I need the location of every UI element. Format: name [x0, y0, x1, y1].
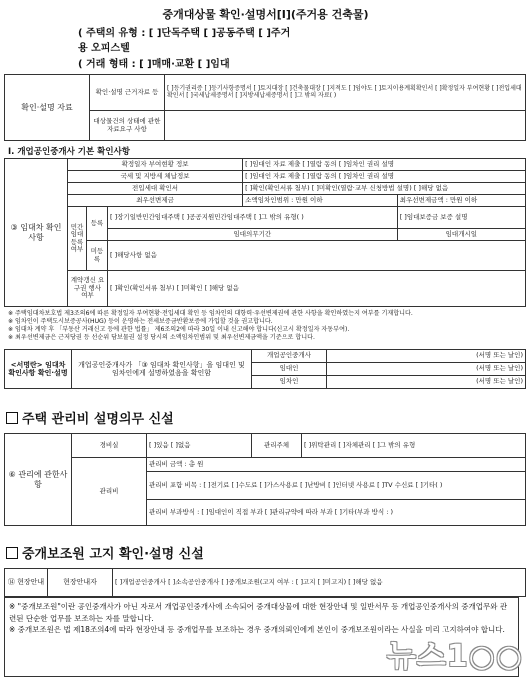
- request-content: [165, 111, 526, 141]
- section3-heading: [6, 543, 204, 562]
- mandatory-period: 임대의무기간: [108, 229, 398, 241]
- registered-types: [ ]장기일반민간임대주택 [ ]공공지원민간임대주택 [ ]그 밖의 유형( ): [108, 207, 398, 229]
- confirm-table: [4, 74, 526, 141]
- signature-text: 개업공인중개사가 「③ 임대차 확인사항」을 임대인 및 임차인에게 설명하였음을 확인함: [72, 350, 252, 389]
- section3-title: 중개보조원 고지 확인·설명 신설: [22, 547, 204, 562]
- signature-role-agent: 개업공인중개사: [252, 350, 327, 363]
- site-guide-table: [4, 568, 526, 597]
- management-left-label: ⑥ 관리에 관한사항: [5, 434, 72, 526]
- lease-row-label-2: 국세 및 지방세 체납정보: [68, 171, 243, 183]
- news1-watermark: 뉴스1○○: [386, 639, 523, 674]
- basis-label: 확인·설명 근거자료 등: [90, 75, 165, 111]
- site-guide-content: [ ]개업공인중개사 [ ]소속공인중개사 [ ]중개보조원(고지 여부 : [ ]고지 [ ]미고지) [ ]해당 없음: [113, 569, 526, 597]
- lease-row-content-3: [ ]확인(확인서류 첨부) [ ]미확인(열람·교부 신청방법 설명) [ ]해당 없음: [243, 183, 526, 195]
- checkbox-icon: [6, 412, 18, 424]
- lease-note: ※ 임차인이 주택도시보증공사(HUG) 등이 운영하는 전세보증금반환보증에 가입할 것을 권고합니다.: [8, 317, 273, 325]
- signature-hint-agent: (서명 또는 날인): [327, 350, 526, 363]
- signature-hint-tenant: (서명 또는 날인): [327, 376, 526, 389]
- signature-role-tenant: 임차인: [252, 376, 327, 389]
- request-label: 대상물건의 상태에 관한 자료요구 사항: [90, 111, 165, 141]
- basis-content: [ ]등기권리증 [ ]등기사항증명서 [ ]토지대장 [ ]건축물대장 [ ]지적도 [ ]임야도 [ ]토지이용계획확인서 [ ]확정일자 부여현황 [ ]전입세대확인서 [ ]국세납세증명서 [ ]지방세납세증명서 [ ]그 밖의 자료( ): [165, 75, 526, 111]
- registered-guarantee: [ ]임대보증금 보증 설명: [397, 207, 525, 229]
- unregistered-content: [ ]해당사항 없음: [108, 241, 526, 271]
- site-guide-label: ⑭ 현장안내: [5, 569, 48, 597]
- confirm-left-label: 확인·설명 자료: [5, 75, 90, 141]
- min-priority-label: 최우선변제금: [68, 195, 243, 207]
- lease-row-label-3: 전입세대 확인서: [68, 183, 243, 195]
- lease-left-label: ③ 임대차 확인사항: [5, 159, 68, 307]
- housing-type-line: ( 주택의 유형 : [ ]단독주택 [ ]공동주택 [ ]주거: [78, 28, 291, 39]
- lease-table: [4, 158, 526, 307]
- form-title: 중개대상물 확인·설명서[Ⅰ](주거용 건축물): [162, 8, 369, 21]
- signature-left-label: <서명란> 임대차 확인사항 확인·설명: [5, 350, 72, 389]
- registered-label: 등록: [87, 207, 108, 241]
- checkbox-icon: [6, 547, 18, 559]
- unregistered-label: 미등록: [87, 241, 108, 271]
- min-priority-range: 소액임차인범위 : 만원 이하: [243, 195, 398, 207]
- lease-start: 임대개시일: [397, 229, 525, 241]
- renewal-content: [ ]확인(확인서류 첨부) [ ]미확인 [ ]해당 없음: [108, 271, 526, 307]
- signature-table: [4, 349, 526, 389]
- site-guide-note: ※ "중개보조원"이란 공인중개사가 아닌 자로서 개업공인중개사에 소속되어 중개대상물에 대한 현장안내 및 일반서무 등 개업공인중개사의 중개업무와 관련된 단순한 업무를 보조하는 자를 말합니다.: [9, 602, 508, 623]
- management-body-label: 관리주체: [252, 434, 302, 458]
- lease-note: ※ 임대차 계약 후 「부동산 거래신고 등에 관한 법률」 제6조의2에 따라 30일 이내 신고해야 합니다(신고시 확정일자 자동부여).: [8, 325, 350, 333]
- management-table: [4, 433, 526, 526]
- min-priority-amount: 최우선변제금액 : 만원 이하: [397, 195, 525, 207]
- private-rental-label: 민간임대등록여부: [68, 207, 87, 271]
- section1-title: Ⅰ. 개업공인중개사 기본 확인사항: [8, 147, 131, 157]
- signature-hint-landlord: (서명 또는 날인): [327, 363, 526, 376]
- fee-method: 관리비 부과방식 : [ ]임대인이 직접 부과 [ ]관리규약에 따라 부과 [ ]기타(부과 방식 : ): [147, 500, 526, 526]
- fee-label: 관리비: [72, 458, 147, 526]
- lease-row-content-1: [ ]임대인 자료 제출 [ ]열람 동의 [ ]임차인 권리 설명: [243, 159, 526, 171]
- signature-role-landlord: 임대인: [252, 363, 327, 376]
- section2-title: 주택 관리비 설명의무 신설: [22, 412, 174, 427]
- lease-notes: [8, 310, 523, 342]
- transaction-type-line: ( 거래 형태 : [ ]매매·교환 [ ]임대: [78, 59, 230, 70]
- fee-items: 관리비 포함 비목 : [ ]전기료 [ ]수도료 [ ]가스사용료 [ ]난방비 [ ]인터넷 사용료 [ ]TV 수신료 [ ]기타( ): [147, 472, 526, 500]
- site-guide-note: ※ 중개보조원은 법 제18조의4에 따라 현장안내 등 중개업무를 보조하는 경우 중개의뢰인에게 본인이 중개보조원이라는 사실을 미리 고지하여야 합니다.: [9, 625, 505, 635]
- renewal-label: 계약갱신 요구권 행사 여부: [68, 271, 108, 307]
- lease-row-content-2: [ ]임대인 자료 제출 [ ]열람 동의 [ ]임차인 권리 설명: [243, 171, 526, 183]
- housing-type-line-2: 용 오피스텔: [78, 43, 130, 54]
- guard-label: 경비실: [72, 434, 147, 458]
- lease-note: ※ 최우선변제금은 근저당권 등 선순위 담보물권 설정 당시의 소액임차인범위 및 최우선변제금액을 기준으로 합니다.: [8, 333, 315, 341]
- lease-row-label-1: 확정일자 부여현황 정보: [68, 159, 243, 171]
- management-body-options: [ ]위탁관리 [ ]자체관리 [ ]그 밖의 유형: [302, 434, 526, 458]
- site-guide-sub-label: 현장안내자: [48, 569, 113, 597]
- lease-note: ※ 주택임대차보호법 제3조의6에 따른 확정일자 부여현황·전입세대 확인 등 임차인의 대항력·우선변제권에 관한 사항을 확인하였는지 여부를 기재합니다.: [8, 310, 413, 317]
- fee-amount: 관리비 금액 : 총 원: [147, 458, 526, 472]
- section2-heading: [6, 408, 174, 427]
- guard-options: [ ]있음 [ ]없음: [147, 434, 252, 458]
